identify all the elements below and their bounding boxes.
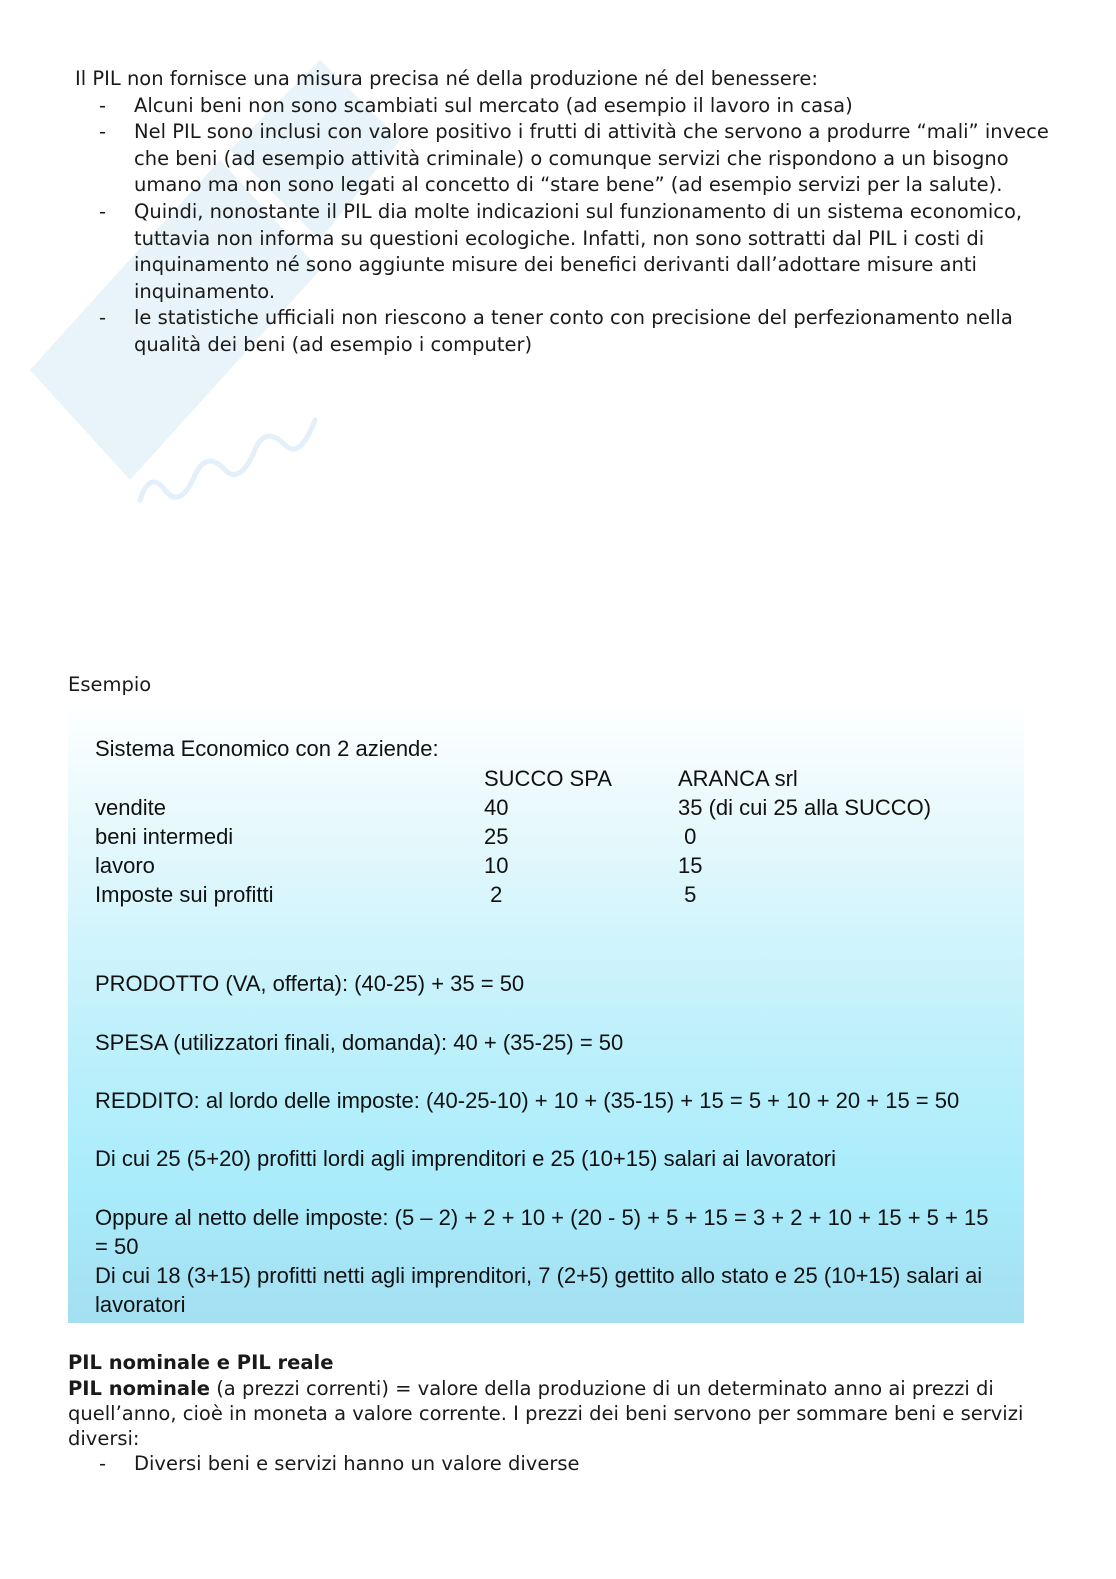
section-heading: PIL nominale e PIL reale bbox=[68, 1351, 334, 1374]
example-title: Sistema Economico con 2 aziende: bbox=[95, 736, 439, 761]
bullet-dash: - bbox=[99, 199, 107, 223]
table-row bbox=[95, 880, 931, 909]
list-item bbox=[68, 1451, 1038, 1476]
reddito-lordo-detail: Di cui 25 (5+20) profitti lordi agli imprenditori e 25 (10+15) salari ai lavoratori bbox=[95, 1146, 837, 1171]
table-cell: 5 bbox=[678, 882, 697, 907]
table-cell: vendite bbox=[95, 795, 166, 820]
table-cell: 25 bbox=[484, 824, 509, 849]
table-cell: 10 bbox=[484, 853, 509, 878]
table-row bbox=[95, 851, 931, 880]
example-label: Esempio bbox=[68, 673, 152, 696]
intro-bullet-list bbox=[75, 93, 1055, 359]
pil-bullet-list bbox=[68, 1451, 1038, 1476]
header-cell: ARANCA srl bbox=[678, 766, 798, 791]
list-item bbox=[75, 199, 1055, 305]
spesa-line: SPESA (utilizzatori finali, domanda): 40 + (35-25) = 50 bbox=[95, 1030, 624, 1055]
table-cell: 0 bbox=[678, 824, 697, 849]
bullet-dash: - bbox=[99, 1452, 107, 1475]
bullet-text: Quindi, nonostante il PIL dia molte indicazioni sul funzionamento di un sistema economico, tuttavia non informa su questioni ecologiche. Infatti, non sono sottratti dal PIL i costi di inquinamento né sono aggiunte misure dei benefici derivanti dall’adottare misure anti inquinamento. bbox=[134, 199, 1023, 303]
bullet-text: le statistiche ufficiali non riescono a tener conto con precisione del perfezionamento nella qualità dei beni (ad esempio i computer) bbox=[134, 306, 1013, 356]
list-item bbox=[75, 93, 1055, 120]
header-cell bbox=[95, 764, 484, 793]
table-cell: 2 bbox=[484, 882, 503, 907]
table-cell: Imposte sui profitti bbox=[95, 882, 274, 907]
reddito-netto-detail: Di cui 18 (3+15) profitti netti agli imprenditori, 7 (2+5) gettito allo stato e 25 (10+15) salari ai lavoratori bbox=[95, 1263, 983, 1317]
intro-section bbox=[75, 66, 1055, 359]
bullet-text: Alcuni beni non sono scambiati sul mercato (ad esempio il lavoro in casa) bbox=[134, 93, 853, 117]
example-box bbox=[68, 702, 1024, 1323]
table-cell: lavoro bbox=[95, 853, 155, 878]
bullet-dash: - bbox=[99, 93, 107, 117]
reddito-lordo-line: REDDITO: al lordo delle imposte: (40-25-10) + 10 + (35-15) + 15 = 5 + 10 + 20 + 15 = 50 bbox=[95, 1088, 960, 1113]
bullet-dash: - bbox=[99, 306, 107, 330]
table-row bbox=[95, 793, 931, 822]
table-header-row bbox=[95, 764, 931, 793]
pil-nominale-term: PIL nominale bbox=[68, 1377, 210, 1400]
reddito-netto-line: Oppure al netto delle imposte: (5 – 2) + 2 + 10 + (20 - 5) + 5 + 15 = 3 + 2 + 10 + 15 + 5 + 15 = 50 bbox=[95, 1205, 989, 1259]
example-table bbox=[95, 764, 931, 909]
definition-text: (a prezzi correnti) = valore della produzione di un determinato anno ai prezzi di quell’anno, cioè in moneta a valore corrente. I prezzi dei beni servono per sommare beni e servizi diversi: bbox=[68, 1377, 1024, 1450]
table-cell: 15 bbox=[678, 853, 703, 878]
intro-lead: Il PIL non fornisce una misura precisa né della produzione né del benessere: bbox=[75, 67, 818, 90]
bullet-text: Nel PIL sono inclusi con valore positivo i frutti di attività che servono a produrre “mali” invece che beni (ad esempio attività criminale) o comunque servizi che rispondono a un bisogno umano ma non sono legati al concetto di “stare bene” (ad esempio servizi per la salute). bbox=[134, 120, 1049, 197]
list-item bbox=[75, 305, 1055, 358]
pil-nominale-definition bbox=[68, 1376, 1038, 1451]
table-cell: 35 (di cui 25 alla SUCCO) bbox=[678, 795, 932, 820]
list-item bbox=[75, 119, 1055, 199]
pil-section bbox=[68, 1350, 1038, 1476]
bullet-dash: - bbox=[99, 120, 107, 144]
table-cell: 40 bbox=[484, 795, 509, 820]
header-cell: SUCCO SPA bbox=[484, 766, 612, 791]
prodotto-line: PRODOTTO (VA, offerta): (40-25) + 35 = 50 bbox=[95, 971, 525, 996]
table-row bbox=[95, 822, 931, 851]
bullet-text: Diversi beni e servizi hanno un valore diverse bbox=[134, 1452, 580, 1475]
table-cell: beni intermedi bbox=[95, 824, 234, 849]
